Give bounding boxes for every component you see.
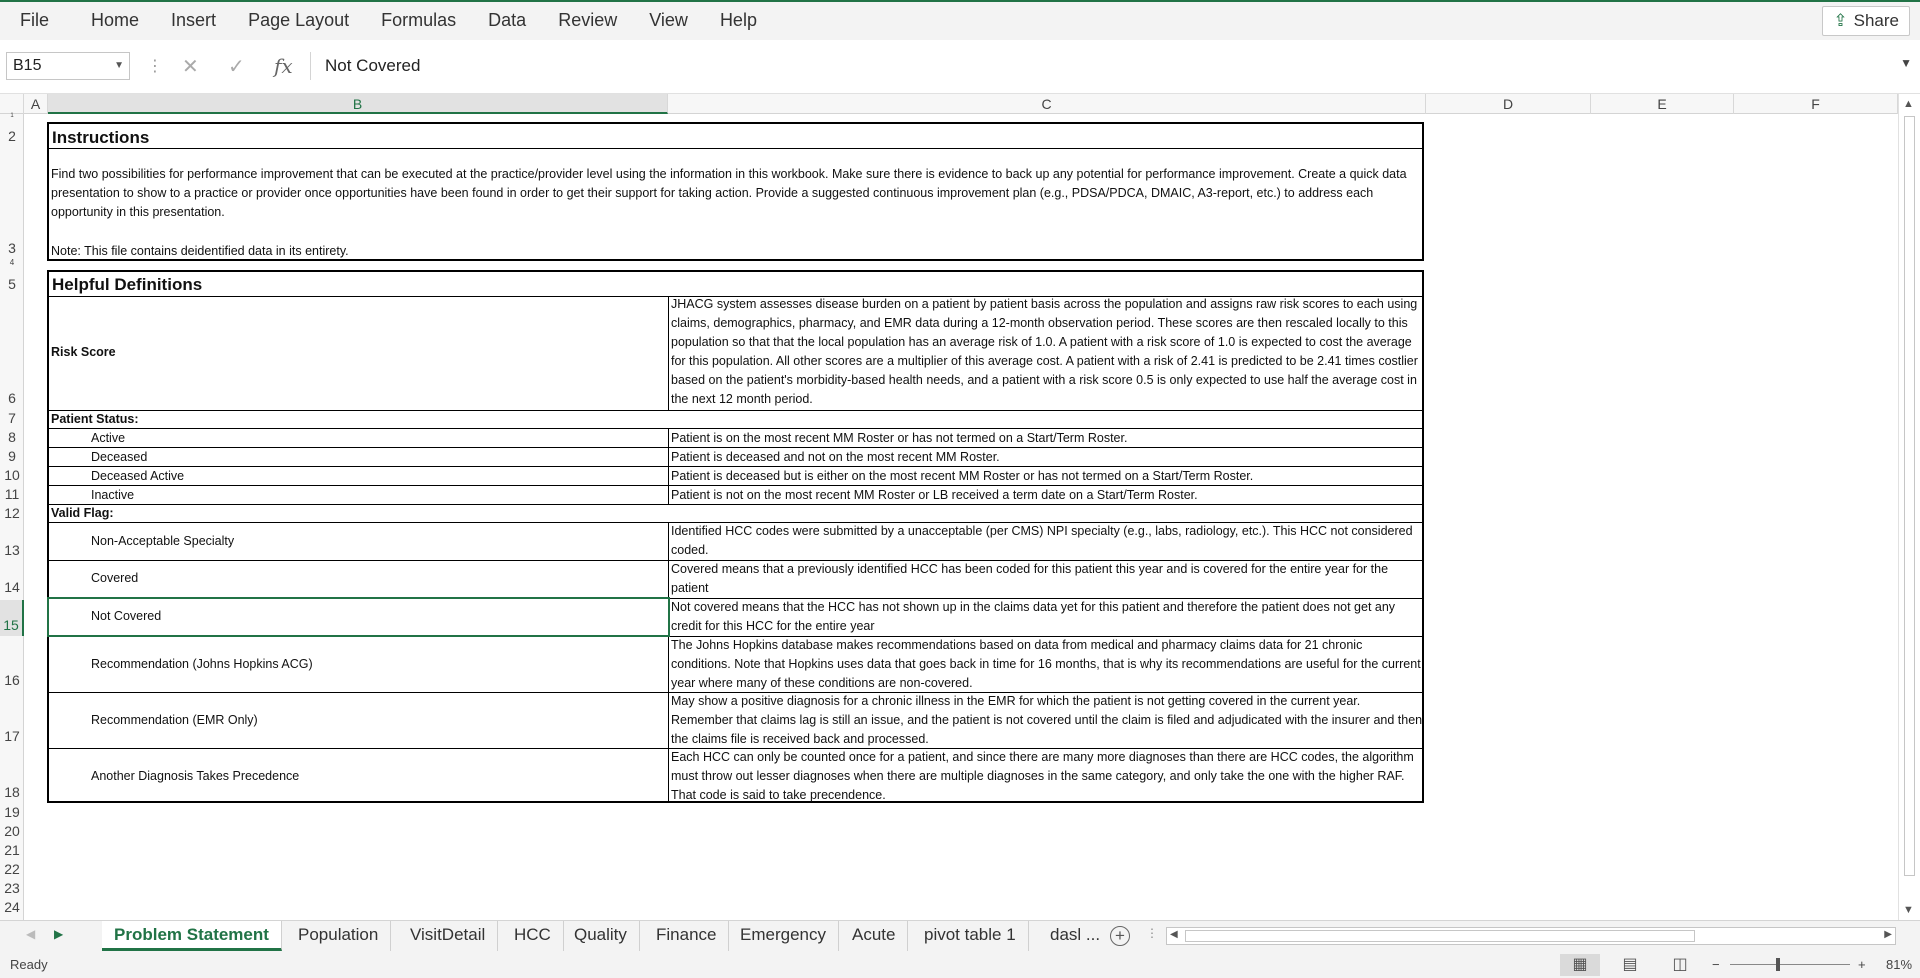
- row-header[interactable]: 7: [8, 410, 16, 426]
- menu-review[interactable]: Review: [558, 10, 618, 30]
- tab-finance[interactable]: Finance: [644, 921, 729, 951]
- column-header-b[interactable]: B: [48, 94, 668, 114]
- row-header[interactable]: 11: [4, 486, 20, 502]
- row-header[interactable]: 19: [4, 804, 20, 820]
- column-header-c[interactable]: C: [668, 94, 1426, 114]
- next-sheet-icon[interactable]: ▶: [54, 927, 64, 941]
- row-header[interactable]: 1: [10, 113, 14, 119]
- select-all-corner[interactable]: [0, 94, 24, 114]
- flag-term[interactable]: Non-Acceptable Specialty: [91, 534, 235, 548]
- row-header-selected[interactable]: 15: [0, 600, 24, 636]
- cancel-icon[interactable]: ✕: [182, 56, 199, 78]
- tab-acute[interactable]: Acute: [840, 921, 908, 951]
- tab-emergency[interactable]: Emergency: [728, 921, 839, 951]
- row-header[interactable]: 10: [4, 467, 20, 483]
- status-bar: [0, 952, 1920, 978]
- tab-problem-statement[interactable]: Problem Statement: [102, 921, 282, 951]
- flag-term[interactable]: Covered: [91, 571, 139, 585]
- divider: [668, 522, 669, 803]
- tab-population[interactable]: Population: [286, 921, 391, 951]
- status-term[interactable]: Inactive: [91, 488, 135, 502]
- menu-formulas[interactable]: Formulas: [381, 10, 457, 30]
- page-break-view-icon[interactable]: ◫: [1672, 956, 1688, 973]
- divider: [47, 148, 1424, 149]
- flag-desc[interactable]: Each HCC can only be counted once for a patient, and since there are many more diagnoses than there are HCC codes, the algorithm must throw out lesser diagnoses when there are multiple diagnoses in the same category, and only take the one with the higher RAF. That code is said to take precendence.: [671, 750, 1414, 802]
- column-header-d[interactable]: D: [1426, 94, 1591, 114]
- sheet-tabs-bar: [0, 920, 1920, 952]
- status-desc[interactable]: Patient is deceased but is either on the most recent MM Roster or has not termed on a Start/Term Roster.: [671, 469, 1254, 483]
- row-header[interactable]: 17: [4, 728, 20, 744]
- zoom-level[interactable]: 81%: [1886, 957, 1913, 972]
- flag-term[interactable]: Not Covered: [91, 609, 162, 623]
- row-header[interactable]: 18: [4, 784, 20, 800]
- flag-desc[interactable]: May show a positive diagnosis for a chronic illness in the EMR for which the patient is not getting covered in the current year. Remember that claims lag is still an issue, and the patient is not covered until the claim is filed and adjudicated with the insurer and then the claims file is received back and processed.: [671, 694, 1423, 746]
- scroll-down-icon[interactable]: ▼: [1903, 904, 1914, 916]
- ribbon-menu: [0, 0, 1920, 40]
- row-header[interactable]: 12: [4, 505, 20, 521]
- tab-hcc[interactable]: HCC: [502, 921, 564, 951]
- zoom-slider[interactable]: [1730, 964, 1850, 965]
- scroll-up-icon[interactable]: ▲: [1903, 98, 1914, 110]
- row-header[interactable]: 13: [4, 542, 20, 558]
- row-header[interactable]: 20: [4, 823, 20, 839]
- instructions-body[interactable]: Find two possibilities for performance improvement that can be executed at the practice/provider level using the information in this workbook. Make sure there is evidence to back up any potential for performance improvement. Create a quick data presentation to show to a practice or provider once opportunities have been found in order to get their support for taking action. Provide a suggested continuous improvement plan (e.g., PDSA/PDCA, DMAIC, A3-report, etc.) to address each opportunity in this presentation.: [51, 167, 1407, 219]
- divider: [668, 296, 669, 410]
- row-header[interactable]: 5: [8, 276, 16, 292]
- row-header[interactable]: 21: [4, 842, 20, 858]
- flag-desc[interactable]: Not covered means that the HCC has not shown up in the claims data yet for this patient and therefore the patient does not get any credit for this HCC for the entire year: [671, 600, 1396, 633]
- scroll-thumb[interactable]: [1904, 116, 1915, 876]
- page-layout-view-icon[interactable]: ▤: [1622, 956, 1638, 973]
- prev-sheet-icon[interactable]: ◀: [26, 927, 36, 941]
- column-header-e[interactable]: E: [1591, 94, 1734, 114]
- row-header[interactable]: 3: [8, 240, 16, 256]
- risk-score-desc[interactable]: JHACG system assesses disease burden on a patient by patient basis across the population and assigns raw risk scores to each using claims, demographics, pharmacy, and EMR data during a 12-month observation period. These scores are then rescaled locally to this population so that that the local population has an average risk of 1.0. A patient with a risk score of 1.0 is expected to cost the average for this population. All other scores are a multiplier of this average cost. A patient with a risk of 2.41 is predicted to be 2.41 times costlier based on the patient's morbidity-based health needs, and a patient with a risk score 0.5 is only expected to use half the average cost in the next 12 month period.: [671, 297, 1418, 406]
- vertical-scrollbar[interactable]: [1898, 94, 1920, 920]
- flag-term[interactable]: Another Diagnosis Takes Precedence: [91, 769, 300, 783]
- chevron-down-icon[interactable]: ▼: [114, 60, 124, 71]
- status-term[interactable]: Deceased Active: [91, 469, 185, 483]
- tab-visitdetail[interactable]: VisitDetail: [398, 921, 498, 951]
- share-label: Share: [1853, 11, 1899, 30]
- scroll-right-icon[interactable]: ▶: [1884, 929, 1892, 940]
- scroll-left-icon[interactable]: ◀: [1170, 929, 1178, 940]
- zoom-out-icon[interactable]: −: [1712, 957, 1720, 972]
- row-header[interactable]: 9: [8, 448, 16, 464]
- normal-view-icon[interactable]: ▦: [1560, 954, 1600, 976]
- menu-file[interactable]: File: [20, 10, 50, 30]
- selected-cell-b15[interactable]: [47, 597, 670, 637]
- share-button[interactable]: [1822, 6, 1910, 36]
- row-header[interactable]: 8: [8, 429, 16, 445]
- menu-page-layout[interactable]: Page Layout: [248, 10, 350, 30]
- share-icon: ⇪: [1833, 11, 1848, 30]
- menu-help[interactable]: Help: [719, 10, 757, 30]
- menu-home[interactable]: Home: [91, 10, 140, 30]
- scroll-thumb[interactable]: [1185, 930, 1695, 942]
- row-header[interactable]: 22: [4, 861, 20, 877]
- status-desc[interactable]: Patient is on the most recent MM Roster or has not termed on a Start/Term Roster.: [671, 431, 1128, 445]
- status-term[interactable]: Active: [91, 431, 126, 445]
- status-ready: Ready: [10, 957, 48, 972]
- row-header[interactable]: 14: [4, 579, 20, 595]
- definitions-title[interactable]: Helpful Definitions: [52, 275, 203, 294]
- flag-term[interactable]: Recommendation (EMR Only): [91, 713, 258, 727]
- divider: [47, 410, 1424, 411]
- add-sheet-icon[interactable]: +: [1110, 926, 1130, 946]
- row-header[interactable]: 6: [8, 390, 16, 406]
- insert-function-icon[interactable]: fx: [274, 54, 293, 78]
- worksheet-grid[interactable]: [24, 114, 1898, 920]
- enter-icon[interactable]: ✓: [228, 56, 245, 78]
- flag-desc[interactable]: Identified HCC codes were submitted by a unacceptable (per CMS) NPI specialty (e.g., labs, radiology, etc.). This HCC not considered coded.: [671, 524, 1413, 557]
- zoom-in-icon[interactable]: +: [1858, 957, 1866, 972]
- divider: [47, 504, 1424, 505]
- column-header-f[interactable]: F: [1734, 94, 1898, 114]
- more-icon: ⋮: [147, 58, 163, 75]
- menu-insert[interactable]: Insert: [171, 10, 217, 30]
- flag-desc[interactable]: Covered means that a previously identified HCC has been coded for this patient this year and is covered for the entire year for the patient: [671, 562, 1389, 595]
- horizontal-scrollbar[interactable]: [1166, 927, 1896, 945]
- row-header[interactable]: 24: [4, 899, 20, 915]
- tab-pivot-table-1[interactable]: pivot table 1: [912, 921, 1029, 951]
- row-header[interactable]: 23: [4, 880, 20, 896]
- row-header[interactable]: 4: [9, 258, 15, 267]
- name-box-value: B15: [13, 57, 42, 74]
- instructions-note[interactable]: Note: This file contains deidentified data in its entirety.: [51, 244, 349, 258]
- name-box[interactable]: [6, 52, 130, 80]
- formula-bar: [0, 40, 1920, 94]
- tab-quality[interactable]: Quality: [562, 921, 640, 951]
- expand-formula-icon[interactable]: ▼: [1900, 56, 1912, 70]
- row-header[interactable]: 2: [8, 128, 16, 144]
- valid-flag-label[interactable]: Valid Flag:: [51, 506, 114, 520]
- patient-status-label[interactable]: Patient Status:: [51, 412, 139, 426]
- menu-view[interactable]: View: [649, 10, 688, 30]
- instructions-title[interactable]: Instructions: [52, 128, 150, 147]
- status-desc[interactable]: Patient is not on the most recent MM Roster or LB received a term date on a Start/Term Roster.: [671, 488, 1198, 502]
- row-header[interactable]: 16: [4, 672, 20, 688]
- risk-score-term[interactable]: Risk Score: [51, 345, 116, 359]
- more-icon: ⋮: [1146, 926, 1158, 940]
- tab-dashboard[interactable]: dasl ...: [1050, 925, 1101, 944]
- row-headers: [0, 114, 24, 920]
- column-headers: [0, 94, 1898, 114]
- zoom-slider-handle[interactable]: [1776, 958, 1780, 971]
- flag-term[interactable]: Recommendation (Johns Hopkins ACG): [91, 657, 313, 671]
- flag-desc[interactable]: The Johns Hopkins database makes recommendations based on data from medical and pharmacy claims data for 21 chronic conditions. Note that Hopkins uses data that goes back in time for 16 months, that is why its recommendations are useful for the current year where many of these conditions are non-covered.: [671, 638, 1421, 690]
- menu-data[interactable]: Data: [488, 10, 527, 30]
- formula-input[interactable]: Not Covered: [310, 52, 1910, 80]
- status-desc[interactable]: Patient is deceased and not on the most recent MM Roster.: [671, 450, 1000, 464]
- column-header-a[interactable]: A: [24, 94, 48, 114]
- status-term[interactable]: Deceased: [91, 450, 148, 464]
